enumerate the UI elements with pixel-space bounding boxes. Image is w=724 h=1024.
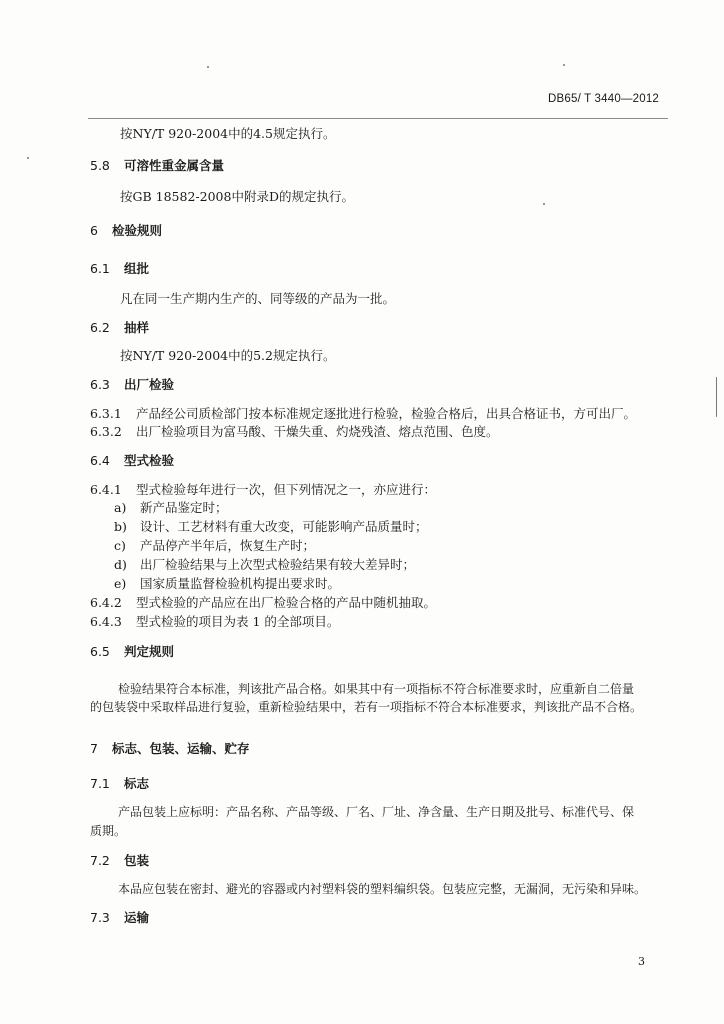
clause-6-3-2	[90, 422, 499, 440]
clause-text: 型式检验每年进行一次，但下列情况之一，亦应进行：	[136, 482, 437, 497]
section-5-8-heading	[90, 156, 224, 174]
section-6-2-heading	[90, 318, 149, 336]
list-marker: a)	[114, 500, 127, 515]
section-title: 检验规则	[112, 223, 163, 238]
section-title: 出厂检验	[124, 377, 175, 392]
list-text: 产品停产半年后，恢复生产时；	[140, 538, 316, 553]
section-number: 5.8	[90, 158, 110, 173]
section-title: 标志	[124, 776, 150, 791]
section-title: 包装	[124, 853, 150, 868]
section-number: 7.1	[90, 776, 110, 791]
header-rule	[88, 118, 668, 119]
section-6-4-heading	[90, 451, 174, 469]
list-item-a	[114, 498, 228, 516]
section-6-heading	[90, 221, 162, 239]
section-number: 6.2	[90, 320, 110, 335]
clause-6-4-2	[90, 593, 436, 611]
list-marker: b)	[114, 519, 127, 534]
section-number: 7.3	[90, 910, 110, 925]
section-5-8-text: 按GB 18582-2008中附录D的规定执行。	[120, 189, 354, 204]
section-title: 型式检验	[124, 453, 175, 468]
document-code: DB65/ T 3440—2012	[548, 93, 660, 105]
section-title: 判定规则	[124, 644, 175, 659]
scan-speck	[543, 203, 545, 205]
section-6-3-heading	[90, 375, 174, 393]
clause-number: 6.4.2	[90, 595, 122, 610]
list-item-c	[114, 536, 315, 554]
clause-number: 6.3.2	[90, 424, 122, 439]
section-6-5-line-1: 检验结果符合本标准，判该批产品合格。如果其中有一项指标不符合标准要求时，应重新自二倍量	[118, 682, 635, 696]
section-6-2-text: 按NY/T 920-2004中的5.2规定执行。	[120, 348, 336, 363]
section-6-1-heading	[90, 259, 149, 277]
section-7-1-line-2: 质期。	[90, 824, 127, 838]
section-7-1-line-1: 产品包装上应标明：产品名称、产品等级、厂名、厂址、净含量、生产日期及批号、标准代号、保	[118, 805, 635, 819]
clause-6-3-1	[90, 404, 636, 422]
list-text: 出厂检验结果与上次型式检验结果有较大差异时；	[140, 557, 416, 572]
section-6-5-heading	[90, 642, 174, 660]
section-7-heading	[90, 739, 250, 757]
list-text: 国家质量监督检验机构提出要求时。	[140, 576, 341, 591]
clause-text: 产品经公司质检部门按本标准规定逐批进行检验，检验合格后，出具合格证书，方可出厂。	[136, 406, 637, 421]
list-marker: c)	[114, 538, 126, 553]
section-7-1-heading	[90, 774, 149, 792]
section-number: 7	[90, 741, 98, 756]
scan-speck	[563, 64, 565, 66]
section-6-1-text: 凡在同一生产期内生产的、同等级的产品为一批。	[120, 291, 396, 306]
clause-number: 6.3.1	[90, 406, 122, 421]
list-text: 设计、工艺材料有重大改变，可能影响产品质量时；	[140, 519, 428, 534]
section-number: 6.5	[90, 644, 110, 659]
scan-speck	[27, 157, 29, 159]
list-item-d	[114, 555, 415, 573]
section-5-7-text: 按NY/T 920-2004中的4.5规定执行。	[120, 126, 336, 141]
section-7-2-text: 本品应包装在密封、避光的容器或内衬塑料袋的塑料编织袋。包装应完整，无漏洞，无污染和异味。	[118, 882, 647, 896]
section-7-2-heading	[90, 851, 149, 869]
clause-6-4-1	[90, 480, 436, 498]
section-title: 标志、包装、运输、贮存	[112, 741, 250, 756]
list-marker: d)	[114, 557, 127, 572]
list-item-e	[114, 574, 340, 592]
page-number: 3	[638, 955, 645, 968]
section-number: 6.4	[90, 453, 110, 468]
list-text: 新产品鉴定时；	[140, 500, 228, 515]
section-6-5-line-2: 的包装袋中采取样品进行复验，重新检验结果中，若有一项指标不符合本标准要求，判该批产品不合格。	[90, 700, 643, 714]
section-title: 组批	[124, 261, 150, 276]
section-number: 6.1	[90, 261, 110, 276]
section-number: 6.3	[90, 377, 110, 392]
scan-speck	[207, 66, 209, 68]
section-title: 抽样	[124, 320, 150, 335]
clause-number: 6.4.1	[90, 482, 122, 497]
clause-number: 6.4.3	[90, 614, 122, 629]
section-title: 可溶性重金属含量	[124, 158, 225, 173]
section-title: 运输	[124, 910, 150, 925]
section-number: 6	[90, 223, 98, 238]
list-item-b	[114, 517, 428, 535]
list-marker: e)	[114, 576, 127, 591]
clause-text: 型式检验的项目为表 1 的全部项目。	[136, 614, 340, 629]
clause-text: 型式检验的产品应在出厂检验合格的产品中随机抽取。	[136, 595, 437, 610]
clause-text: 出厂检验项目为富马酸、干燥失重、灼烧残渣、熔点范围、色度。	[136, 424, 499, 439]
section-7-3-heading	[90, 908, 149, 926]
clause-6-4-3	[90, 612, 339, 630]
scan-edge	[716, 377, 717, 417]
section-number: 7.2	[90, 853, 110, 868]
